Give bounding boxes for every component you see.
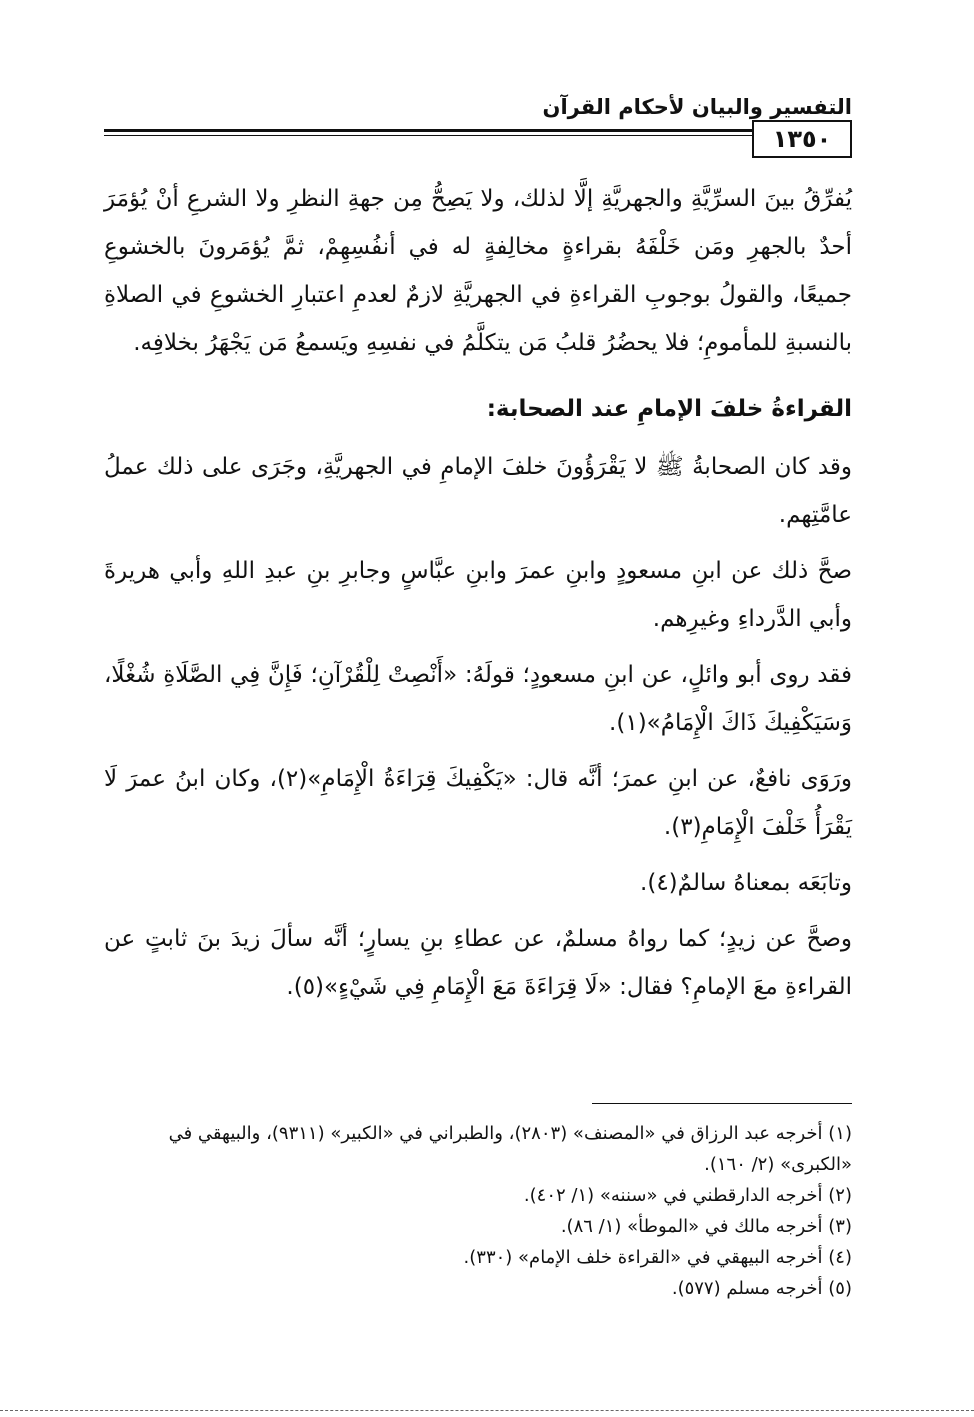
- footnote: (٣) أخرجه مالك في «الموطأ» (١/ ٨٦).: [560, 1216, 852, 1237]
- footnotes: [104, 1118, 852, 1304]
- bottom-rule: [0, 1410, 974, 1411]
- footnote: (٥) أخرجه مسلم (٥٧٧).: [671, 1278, 852, 1299]
- footnote: (٢) أخرجه الدارقطني في «سننه» (١/ ٤٠٢).: [523, 1185, 852, 1206]
- paragraph: صحَّ ذلك عن ابنِ مسعودٍ وابنِ عمرَ وابنِ عبَّاسٍ وجابرِ بنِ عبدِ اللهِ وأبي هريرةَ وأبي الدَّرداءِ وغيرِهم.: [104, 558, 852, 632]
- main-text: [104, 175, 852, 1019]
- header-rule: [104, 129, 852, 132]
- book-title: التفسير والبيان لأحكام القرآن: [542, 95, 852, 119]
- paragraph: فقد روى أبو وائلٍ، عن ابنِ مسعودٍ؛ قولَهُ: «أَنْصِتْ لِلْقُرْآنِ؛ فَإِنَّ فِي الصَّلَاةِ شُغْلًا، وَسَيَكْفِيكَ ذَاكَ الْإِمَامُ»(١).: [104, 662, 852, 736]
- page-header: [104, 95, 852, 165]
- paragraph: وقد كان الصحابةُ ﷺ لا يَقْرَؤُونَ خلفَ الإمامِ في الجهريَّةِ، وجَرَى على ذلك عملُ عامَّتِهم.: [104, 454, 852, 528]
- paragraph: ورَوَى نافعٌ، عن ابنِ عمرَ؛ أنَّه قال: «يَكْفِيكَ قِرَاءَةُ الْإِمَامِ»(٢)، وكان ابنُ عمرَ لَا يَقْرَأُ خَلْفَ الْإِمَامِ(٣).: [104, 766, 852, 840]
- footnote-separator: [592, 1103, 852, 1104]
- page-number: ١٣٥٠: [752, 120, 852, 158]
- section-heading: القراءةُ خلفَ الإمامِ عند الصحابة:: [486, 396, 852, 422]
- footnote: (١) أخرجه عبد الرزاق في «المصنف» (٢٨٠٣)، والطبراني في «الكبير» (٩٣١١)، والبيهقي في «الكبرى» (٢/ ١٦٠).: [168, 1123, 852, 1175]
- footnote: (٤) أخرجه البيهقي في «القراءة خلف الإمام» (٣٣٠).: [463, 1247, 852, 1268]
- paragraph: يُفرِّقُ بينَ السرِّيَّةِ والجهريَّةِ إلَّا لذلك، ولا يَصِحُّ مِن جهةِ النظرِ ولا الشرعِ أنْ يُؤمَرَ أحدٌ بالجهرِ ومَن خَلْفَهُ بقراءةٍ مخالِفةٍ له في أنفُسِهِمْ، ثمَّ يُؤمَرونَ بالخشوعِ جميعًا، والقولُ بوجوبِ القراءةِ في الجهريَّةِ لازمٌ لعدمِ اعتبارِ الخشوعِ في الصلاةِ بالنسبةِ للمأمومِ؛ فلا يحضُرُ قلبُ مَن يتكلَّمُ في نفسِهِ ويَسمعُ مَن يَجْهَرُ بخلافِه.: [104, 186, 852, 356]
- paragraph: وتابَعَه بمعناهُ سالمٌ(٤).: [640, 870, 852, 896]
- header-rule-thin: [104, 135, 852, 136]
- paragraph: وصحَّ عن زيدٍ؛ كما رواهُ مسلمٌ، عن عطاءِ بنِ يسارٍ؛ أنَّه سألَ زيدَ بنَ ثابتٍ عن القراءةِ معَ الإمامِ؟ فقال: «لَا قِرَاءَةَ مَعَ الْإِمَامِ فِي شَيْءٍ»(٥).: [104, 926, 852, 1000]
